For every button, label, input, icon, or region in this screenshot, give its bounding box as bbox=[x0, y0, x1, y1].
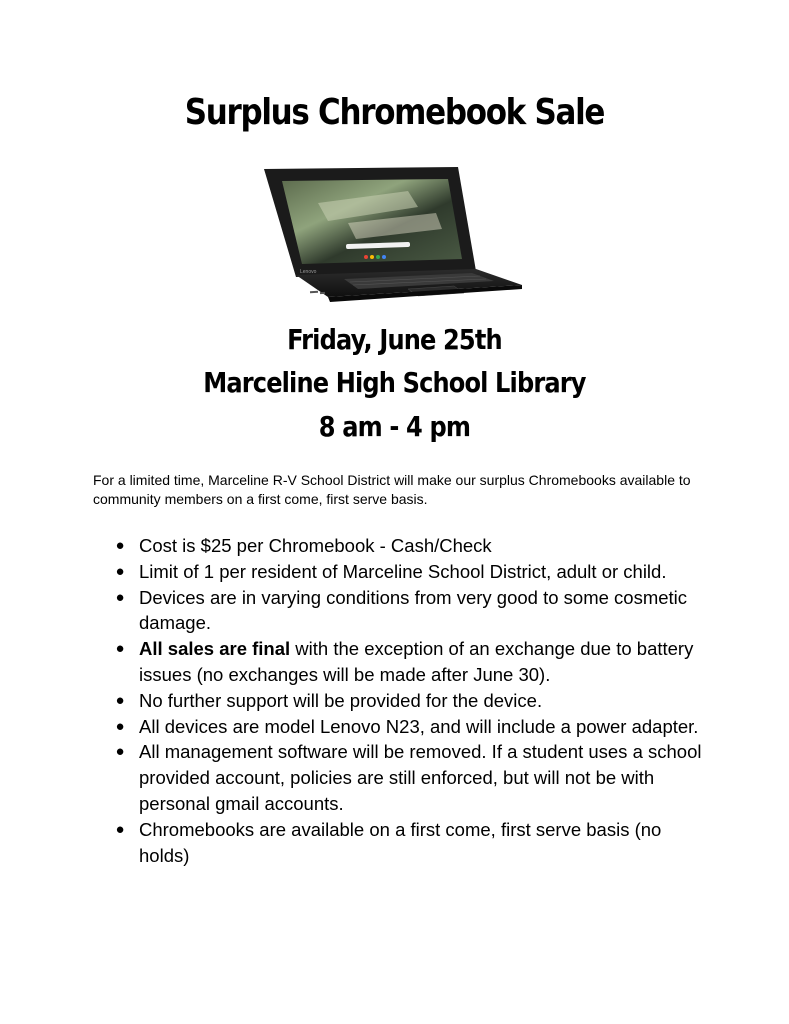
rule-text: Cost is $25 per Chromebook - Cash/Check bbox=[139, 535, 492, 556]
bullet-icon: ● bbox=[115, 691, 125, 709]
rule-text: with the exception of an exchange due to battery issues (no exchanges will be made after June 30). bbox=[139, 638, 694, 685]
bullet-icon: ● bbox=[115, 562, 125, 580]
rule-text: Chromebooks are available on a first come, first serve basis (no holds) bbox=[139, 818, 662, 866]
bullet-icon: ● bbox=[115, 537, 125, 554]
list-item bbox=[113, 714, 713, 740]
event-date: Friday, June 25th bbox=[287, 323, 502, 356]
event-hours: 8 am - 4 pm bbox=[318, 410, 471, 443]
list-item bbox=[113, 817, 713, 869]
event-location: Marceline High School Library bbox=[203, 366, 586, 399]
laptop-icon bbox=[258, 163, 524, 303]
rule-text: No further support will be provided for the device. bbox=[139, 689, 543, 711]
bullet-icon: ● bbox=[115, 743, 125, 761]
rule-text: Limit of 1 per resident of Marceline School District, adult or child. bbox=[139, 560, 667, 582]
bullet-icon: ● bbox=[115, 820, 125, 838]
intro-paragraph: For a limited time, Marceline R-V School District will make our surplus Chromebooks available to community members on a first come, first serve basis. bbox=[93, 472, 691, 507]
list-item bbox=[113, 739, 713, 816]
bullet-icon: ● bbox=[115, 640, 125, 658]
bullet-icon: ● bbox=[115, 717, 125, 735]
bullet-icon: ● bbox=[115, 588, 125, 606]
rule-text: Devices are in varying conditions from very good to some cosmetic damage. bbox=[139, 586, 688, 634]
list-item bbox=[113, 559, 713, 585]
list-item bbox=[113, 533, 713, 559]
brand-text: Lenovo bbox=[300, 269, 317, 275]
rule-text: All management software will be removed. If a student uses a school provided account, policies are still enforced, but will not be with personal gmail accounts. bbox=[139, 741, 702, 814]
rule-bold-lead: All sales are final bbox=[139, 638, 291, 660]
list-item bbox=[113, 585, 713, 637]
laptop-illustration bbox=[258, 163, 524, 303]
list-item bbox=[113, 688, 713, 714]
page-title: Surplus Chromebook Sale bbox=[184, 92, 605, 133]
rule-text: All devices are model Lenovo N23, and will include a power adapter. bbox=[139, 715, 699, 737]
rules-list bbox=[113, 533, 713, 868]
list-item bbox=[113, 636, 713, 688]
